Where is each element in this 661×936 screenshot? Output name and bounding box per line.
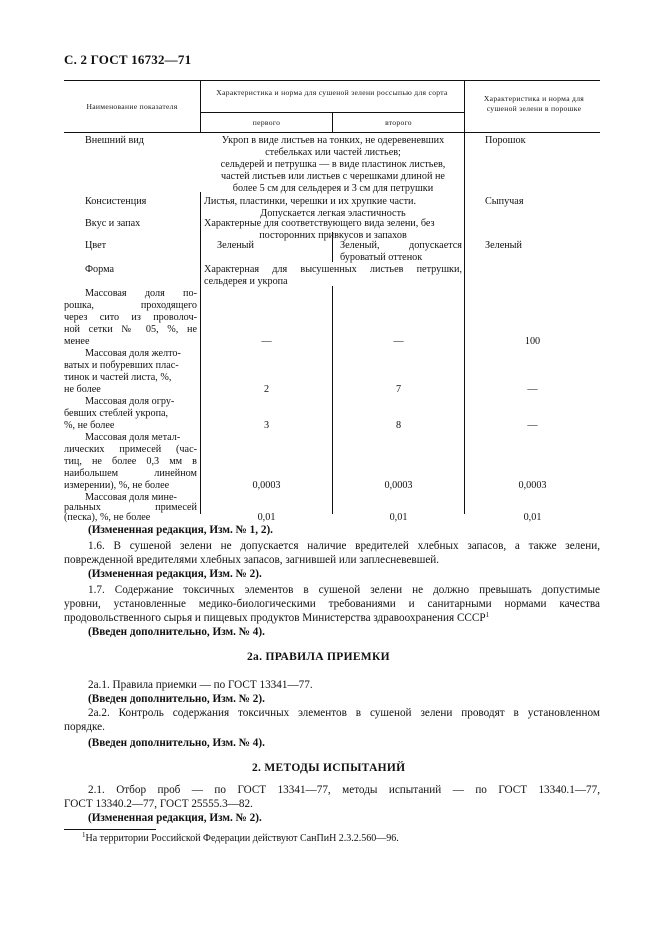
- sieve-name-line: рошка, проходящего: [64, 300, 197, 311]
- row-shape-name: Форма: [85, 264, 114, 275]
- paragraph-2a-2-cont: порядке.: [64, 721, 105, 733]
- section-title-2: 2. МЕТОДЫ ИСПЫТАНИЙ: [252, 762, 406, 774]
- sieve-second: —: [393, 336, 404, 347]
- sieve-name-line: через сито из проволоч-: [64, 312, 197, 323]
- metal-name-line: измерении), %, не более: [64, 480, 170, 491]
- mineral-powder: 0,01: [523, 512, 542, 523]
- edition-note: (Измененная редакция, Изм. № 1, 2).: [88, 524, 273, 536]
- mineral-name-line: Массовая доля мине-: [85, 492, 177, 503]
- footnote-text: На территории Российской Федерации действуют СанПиН 2.3.2.560—96.: [85, 833, 399, 844]
- edition-note: (Измененная редакция, Изм. № 2).: [88, 812, 262, 824]
- mineral-name-line: ральных примесей: [64, 502, 197, 513]
- row-color-second-line2: буроватый оттенок: [340, 252, 423, 263]
- header-second-grade: второго: [385, 118, 412, 127]
- shape-line: сельдерея и укропа: [204, 276, 288, 287]
- appearance-line: более 5 см для сельдерея и 3 см для петрушки: [232, 183, 434, 194]
- header-first-grade: первого: [252, 118, 281, 127]
- appearance-line: стебельках или частей листьев;: [265, 147, 401, 158]
- paragraph-2-1-cont: ГОСТ 13340.2—77, ГОСТ 25555.3—82.: [64, 798, 253, 810]
- yellowed-powder: —: [527, 384, 538, 395]
- paragraph-1-7-cont: уровни, установленные медико-биологическими требованиями и санитарными нормами качества: [64, 598, 600, 610]
- row-color-name: Цвет: [85, 240, 107, 251]
- paragraph-1-6-cont: поврежденной вредителями хлебных запасов, загнившей или заплесневевшей.: [64, 554, 440, 566]
- edition-note: (Введен дополнительно, Изм. № 4).: [88, 737, 265, 749]
- footnote: [82, 833, 399, 844]
- yellowed-name-line: Массовая доля желто-: [85, 348, 181, 359]
- row-consistency-powder: Сыпучая: [485, 196, 524, 207]
- table-col-divider-1-body: [200, 192, 201, 514]
- paragraph-1-7-cont: [64, 611, 489, 625]
- coarse-name-line: бевших стеблей укропа,: [64, 408, 169, 419]
- footnote-mark: 1: [82, 831, 86, 839]
- edition-note: (Измененная редакция, Изм. № 2).: [88, 568, 262, 580]
- metal-second: 0,0003: [384, 480, 413, 491]
- table-col-divider-3: [464, 80, 465, 514]
- metal-name-line: тиц, не более 0,3 мм в: [64, 456, 197, 467]
- sieve-first: —: [261, 336, 272, 347]
- table-top-border: [64, 80, 600, 81]
- edition-note: (Введен дополнительно, Изм. № 4).: [88, 626, 265, 638]
- paragraph-2-1: 2.1. Отбор проб — по ГОСТ 13341—77, методы испытаний — по ГОСТ 13340.1—77,: [88, 784, 600, 796]
- edition-note: (Введен дополнительно, Изм. № 2).: [88, 693, 265, 705]
- mineral-name-line: (песка), %, не более: [64, 512, 151, 523]
- row-taste-name: Вкус и запах: [85, 218, 141, 229]
- appearance-line: сельдерей и петрушка — в виде пластинок листьев,: [220, 159, 446, 170]
- appearance-line: Укроп в виде листьев на тонких, не одеревеневших: [221, 135, 445, 146]
- paragraph-2a-2: 2а.2. Контроль содержания токсичных элементов в сушеной зелени проводят в установленном: [88, 707, 600, 719]
- sieve-name-line: Массовая доля по-: [85, 288, 197, 299]
- header-bulk: Характеристика и норма для сушеной зелени россыпью для сорта: [216, 88, 448, 97]
- metal-name-line: наибольшем линейном: [64, 468, 197, 479]
- paragraph-1-6: 1.6. В сушеной зелени не допускается наличие вредителей хлебных запасов, а также зелени,: [88, 540, 600, 552]
- mineral-second: 0,01: [389, 512, 408, 523]
- header-indicator: Наименование показателя: [86, 102, 178, 111]
- sieve-powder: 100: [524, 336, 541, 347]
- row-color-powder: Зеленый: [485, 240, 522, 251]
- row-color-first: Зеленый: [217, 240, 254, 251]
- taste-line: Характерные для соответствующего вида зелени, без: [204, 218, 435, 229]
- metal-powder: 0,0003: [518, 480, 547, 491]
- consistency-line: Допускается легкая эластичность: [260, 208, 406, 219]
- header-powder: Характеристика и норма для сушеной зелени в порошке: [483, 94, 585, 113]
- footnote-separator: [64, 829, 156, 830]
- coarse-second: 8: [395, 420, 402, 431]
- coarse-name-line: %, не более: [64, 420, 115, 431]
- metal-first: 0,0003: [252, 480, 281, 491]
- paragraph-1-7: 1.7. Содержание токсичных элементов в сушеной зелени не должно превышать допустимые: [88, 584, 600, 596]
- table-header-bottom-border: [64, 132, 600, 133]
- quality-table: [64, 80, 600, 523]
- taste-line: посторонних привкусов и запахов: [259, 230, 407, 241]
- consistency-line: Листья, пластинки, черешки и их хрупкие части.: [204, 196, 417, 207]
- sieve-name-line: менее: [64, 336, 90, 347]
- row-color-second: Зеленый, допускается: [340, 240, 462, 251]
- yellowed-first: 2: [263, 384, 270, 395]
- sieve-name-line: ной сетки № 05, %, не: [64, 324, 197, 335]
- yellowed-second: 7: [395, 384, 402, 395]
- yellowed-name-line: ватых и побуревших плас-: [64, 360, 179, 371]
- paragraph-2a-1: 2а.1. Правила приемки — по ГОСТ 13341—77.: [88, 679, 313, 691]
- row-consistency-name: Консистенция: [85, 196, 147, 207]
- mineral-first: 0,01: [257, 512, 276, 523]
- yellowed-name-line: не более: [64, 384, 101, 395]
- section-title-2a: 2а. ПРАВИЛА ПРИЕМКИ: [247, 651, 390, 663]
- page-header: С. 2 ГОСТ 16732—71: [64, 52, 192, 67]
- appearance-line: частей листьев или листьев с черешками длиной не: [221, 171, 445, 182]
- footnote-ref: 1: [485, 611, 490, 619]
- row-appearance-name: Внешний вид: [85, 135, 144, 146]
- metal-name-line: Массовая доля метал-: [85, 432, 181, 443]
- yellowed-name-line: тинок и частей листа, %,: [64, 372, 172, 383]
- row-appearance-powder: Порошок: [485, 135, 526, 146]
- coarse-first: 3: [263, 420, 270, 431]
- paragraph-1-7-line3: продовольственного сырья и пищевых продуктов Министерства здравоохранения СССР: [64, 612, 486, 624]
- metal-name-line: лических примесей (час-: [64, 444, 197, 455]
- coarse-powder: —: [527, 420, 538, 431]
- coarse-name-line: Массовая доля огру-: [85, 396, 175, 407]
- shape-line: Характерная для высушенных листьев петрушки,: [204, 264, 462, 275]
